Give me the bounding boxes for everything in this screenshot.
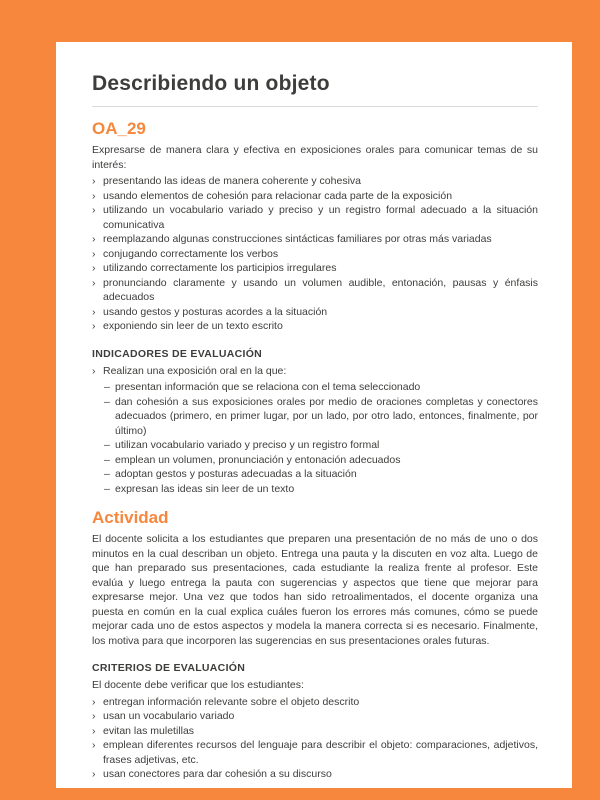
- list-item: [92, 724, 538, 739]
- chevron-bullet-marker: ›: [92, 204, 96, 216]
- indicadores-lead-row: [92, 364, 538, 379]
- list-item: [92, 438, 538, 453]
- list-item: [92, 709, 538, 724]
- list-item: [92, 174, 538, 189]
- dash-bullet-marker: –: [104, 482, 110, 495]
- list-item-text: usando elementos de cohesión para relacionar cada parte de la exposición: [103, 189, 453, 202]
- list-item-text: evitan las muletillas: [103, 724, 195, 737]
- chevron-bullet-marker: ›: [92, 695, 96, 708]
- chevron-bullet-marker: ›: [92, 710, 96, 722]
- list-item-text: utilizando un vocabulario variado y preciso y un registro formal adecuado a la situación comunicativa: [103, 204, 538, 231]
- list-item-text: emplean diferentes recursos del lenguaje para describir el objeto: comparaciones, adjetivos, frases adjetivas, etc.: [103, 739, 538, 766]
- list-item: [92, 453, 538, 468]
- list-item-text: usando gestos y posturas acordes a la situación: [103, 305, 328, 318]
- list-item-text: conjugando correctamente los verbos: [103, 247, 279, 260]
- criterios-bullet-list: [92, 695, 538, 782]
- list-item-text: dan cohesión a sus exposiciones orales por medio de oraciones completas y conectores adecuados (primero, en primer lugar, por un lado, por otro lado, entonces, finalmente, por último): [115, 395, 538, 437]
- chevron-bullet-marker: ›: [92, 247, 96, 260]
- list-item: [92, 695, 538, 710]
- chevron-bullet-marker: ›: [92, 189, 96, 202]
- indicadores-dash-list: [92, 380, 538, 496]
- list-item-text: exponiendo sin leer de un texto escrito: [103, 320, 283, 332]
- section-heading-actividad: Actividad: [92, 508, 169, 527]
- chevron-bullet-marker: ›: [92, 364, 96, 377]
- title-divider: [92, 106, 538, 107]
- list-item: [92, 247, 538, 262]
- chevron-bullet-marker: ›: [92, 233, 96, 245]
- list-item-text: utilizando correctamente los participios irregulares: [103, 262, 337, 274]
- chevron-bullet-marker: ›: [92, 175, 96, 187]
- page-title: Describiendo un objeto: [92, 72, 330, 95]
- list-item: [92, 232, 538, 247]
- dash-bullet-marker: –: [104, 395, 110, 408]
- criterios-intro: El docente debe verificar que los estudiantes:: [92, 679, 304, 691]
- list-item-text: usan conectores para dar cohesión a su discurso: [103, 768, 332, 780]
- list-item-text: presentando las ideas de manera coherente y cohesiva: [103, 175, 361, 187]
- chevron-bullet-marker: ›: [92, 724, 96, 737]
- list-item-text: usan un vocabulario variado: [103, 710, 235, 722]
- chevron-bullet-marker: ›: [92, 320, 96, 332]
- list-item-text: pronunciando claramente y usando un volumen audible, entonación, pausas y énfasis adecuados: [103, 276, 538, 303]
- list-item: [92, 767, 538, 782]
- list-item: [92, 261, 538, 276]
- indicadores-lead-text: Realizan una exposición oral en la que:: [103, 364, 287, 377]
- oa-bullet-list: [92, 174, 538, 334]
- list-item: [92, 738, 538, 767]
- list-item-text: expresan las ideas sin leer de un texto: [115, 482, 295, 495]
- list-item-text: emplean un volumen, pronunciación y entonación adecuados: [115, 453, 401, 466]
- chevron-bullet-marker: ›: [92, 768, 96, 780]
- section-heading-criterios: CRITERIOS DE EVALUACIÓN: [92, 662, 246, 674]
- dash-bullet-marker: –: [104, 381, 110, 393]
- list-item: [92, 203, 538, 232]
- list-item: [92, 380, 538, 395]
- chevron-bullet-marker: ›: [92, 262, 96, 274]
- oa-intro: Expresarse de manera clara y efectiva en exposiciones orales para comunicar temas de su interés:: [92, 144, 538, 171]
- dash-bullet-marker: –: [104, 468, 110, 480]
- dash-bullet-marker: –: [104, 453, 110, 466]
- list-item: [92, 467, 538, 482]
- list-item-text: reemplazando algunas construcciones sintácticas familiares por otras más variadas: [103, 233, 492, 245]
- chevron-bullet-marker: ›: [92, 276, 96, 289]
- list-item: [92, 305, 538, 320]
- chevron-bullet-marker: ›: [92, 305, 96, 318]
- dash-bullet-marker: –: [104, 439, 110, 451]
- section-heading-indicadores: INDICADORES DE EVALUACIÓN: [92, 347, 263, 360]
- list-item-text: presentan información que se relaciona con el tema seleccionado: [115, 381, 421, 393]
- document-page: [56, 42, 572, 788]
- list-item-text: entregan información relevante sobre el objeto descrito: [103, 695, 360, 708]
- list-item: [92, 395, 538, 439]
- list-item: [92, 189, 538, 204]
- actividad-body: El docente solicita a los estudiantes que preparen una presentación de no más de uno o dos minutos en la cual describan un objeto. Entrega una pauta y la discuten en voz alta. Luego de que han preparado sus presentaciones, cada estudiante la realiza frente al profesor. Este evalúa y luego entrega la pauta con sugerencias y aspectos que tiene que mejorar para expresarse mejor. Una vez que todos han sido retroalimentados, el docente organiza una puesta en común en la cual explica cuáles fueron los errores más comunes, cómo se puede mejorar cada uno de estos aspectos y modela la manera correcta si es necesario. Finalmente, los motiva para que incorporen las sugerencias en sus presentaciones orales futuras.: [92, 533, 538, 647]
- chevron-bullet-marker: ›: [92, 739, 96, 751]
- list-item-text: utilizan vocabulario variado y preciso y un registro formal: [115, 439, 380, 451]
- list-item: [92, 276, 538, 305]
- list-item-text: adoptan gestos y posturas adecuadas a la situación: [115, 468, 357, 480]
- section-heading-oa: OA_29: [92, 119, 146, 138]
- list-item: [92, 482, 538, 497]
- list-item: [92, 319, 538, 334]
